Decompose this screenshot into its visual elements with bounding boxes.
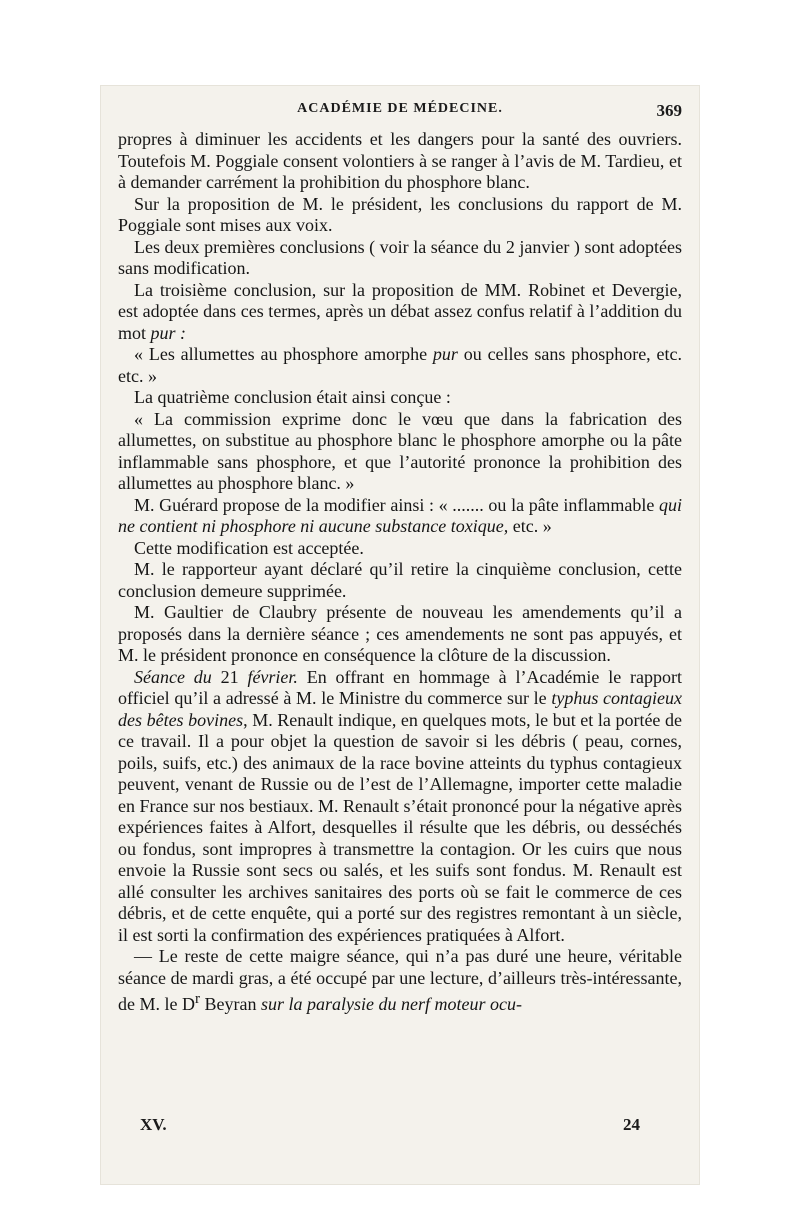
signature-mark: XV. bbox=[140, 1115, 167, 1134]
text-run: « Les allumettes au phosphore amorphe bbox=[134, 344, 433, 364]
text-run: « La commission exprime donc le vœu que dans la fabrication des allumettes, on substitue au phosphore blanc le phosphore amorphe ou la pâte inflammable sans phosphore, et que l’autorité prononce la prohibition des allumettes au phosphore blanc. » bbox=[118, 408, 682, 493]
text-run: M. le rapporteur ayant déclaré qu’il retire la cinquième conclusion, cette conclusion demeure supprimée. bbox=[118, 559, 682, 601]
running-title: ACADÉMIE DE MÉDECINE. bbox=[297, 101, 503, 116]
text-run: Cette modification est acceptée. bbox=[134, 537, 364, 558]
paragraph bbox=[118, 667, 682, 947]
paragraph bbox=[118, 559, 682, 602]
text-run: Sur la proposition de M. le président, les conclusions du rapport de M. Poggiale sont mises aux voix. bbox=[118, 193, 682, 235]
paragraph bbox=[118, 344, 682, 387]
book-page bbox=[100, 85, 700, 1185]
page-number: 369 bbox=[656, 101, 682, 120]
italic-text: qui ne contient ni phosphore ni aucune substance toxique, bbox=[118, 494, 682, 536]
text-run: La troisième conclusion, sur la proposition de MM. Robinet et Devergie, est adoptée dans ces termes, après un débat assez confus relatif à l’addition du mot bbox=[118, 279, 682, 343]
text-run: 21 bbox=[211, 666, 248, 687]
paragraph bbox=[118, 194, 682, 237]
paragraph bbox=[118, 946, 682, 1016]
paragraph bbox=[118, 129, 682, 194]
running-header bbox=[118, 101, 682, 127]
superscript-text: r bbox=[194, 991, 200, 1007]
text-run: Les deux premières conclusions ( voir la séance du 2 janvier ) sont adoptées sans modification. bbox=[118, 236, 682, 278]
body-text bbox=[118, 129, 682, 1016]
paragraph bbox=[118, 237, 682, 280]
paragraph bbox=[118, 409, 682, 495]
text-run: etc. » bbox=[508, 516, 552, 536]
text-run: — Le reste de cette maigre séance, qui n’a pas duré une heure, véritable séance de mardi gras, a été occupé par une lecture, d’ailleurs très-intéressante, de M. le D bbox=[118, 946, 682, 1014]
text-run: , M. Renault indique, en quelques mots, le but et la portée de ce travail. Il a pour objet la question de savoir si les débris ( peau, cornes, poils, suifs, etc.) des animaux de la race bovine atteints du typhus contagieux peuvent, venant de Russie ou de l’est de l’Allemagne, importer cette maladie en France sur nos bestiaux. M. Renault s’était prononcé pour la négative après expériences faites à Alfort, desquelles il résulte que les débris, ou desséchés ou fondus, sont impropres à transmettre la contagion. Or les cuirs que nous envoie la Russie sont secs ou salés, et les suifs sont fondus. M. Renault est allé consulter les archives sanitaires des ports où se fait le commerce de ces débris, et de cette enquête, qui a porté sur des registres remontant à un siècle, il est sorti la confirmation des expériences pratiquées à Alfort. bbox=[118, 709, 682, 945]
text-run: ou celles sans phosphore, etc. etc. » bbox=[118, 344, 682, 386]
text-run: Beyran bbox=[199, 994, 261, 1014]
paragraph bbox=[118, 280, 682, 345]
italic-text: février. bbox=[247, 666, 298, 687]
text-run: propres à diminuer les accidents et les dangers pour la santé des ouvriers. Toutefois M. Poggiale consent volontiers à se ranger à l’avis de M. Tardieu, et à demander carrément la prohibition du phosphore blanc. bbox=[118, 129, 682, 192]
italic-text: pur bbox=[432, 344, 458, 364]
page-footer bbox=[140, 1115, 640, 1141]
paragraph bbox=[118, 387, 682, 409]
paragraph bbox=[118, 495, 682, 538]
paragraph bbox=[118, 538, 682, 560]
text-run: M. Guérard propose de la modifier ainsi : « ....... ou la pâte inflammable bbox=[134, 494, 659, 515]
italic-text: pur : bbox=[150, 322, 187, 343]
italic-text: typhus contagieux des bêtes bovines bbox=[118, 688, 683, 730]
italic-text: sur la paralysie du nerf moteur ocu- bbox=[260, 994, 522, 1014]
text-run: La quatrième conclusion était ainsi conçue : bbox=[134, 387, 451, 407]
sheet-number: 24 bbox=[623, 1115, 640, 1134]
italic-text: Séance du bbox=[134, 666, 212, 687]
text-run: En offrant en hommage à l’Académie le rapport officiel qu’il a adressé à M. le Ministre du commerce sur le bbox=[118, 666, 683, 708]
paragraph bbox=[118, 602, 682, 667]
text-run: M. Gaultier de Claubry présente de nouveau les amendements qu’il a proposés dans la dernière séance ; ces amendements ne sont pas appuyés, et M. le président prononce en conséquence la clôture de la discussion. bbox=[118, 602, 682, 665]
